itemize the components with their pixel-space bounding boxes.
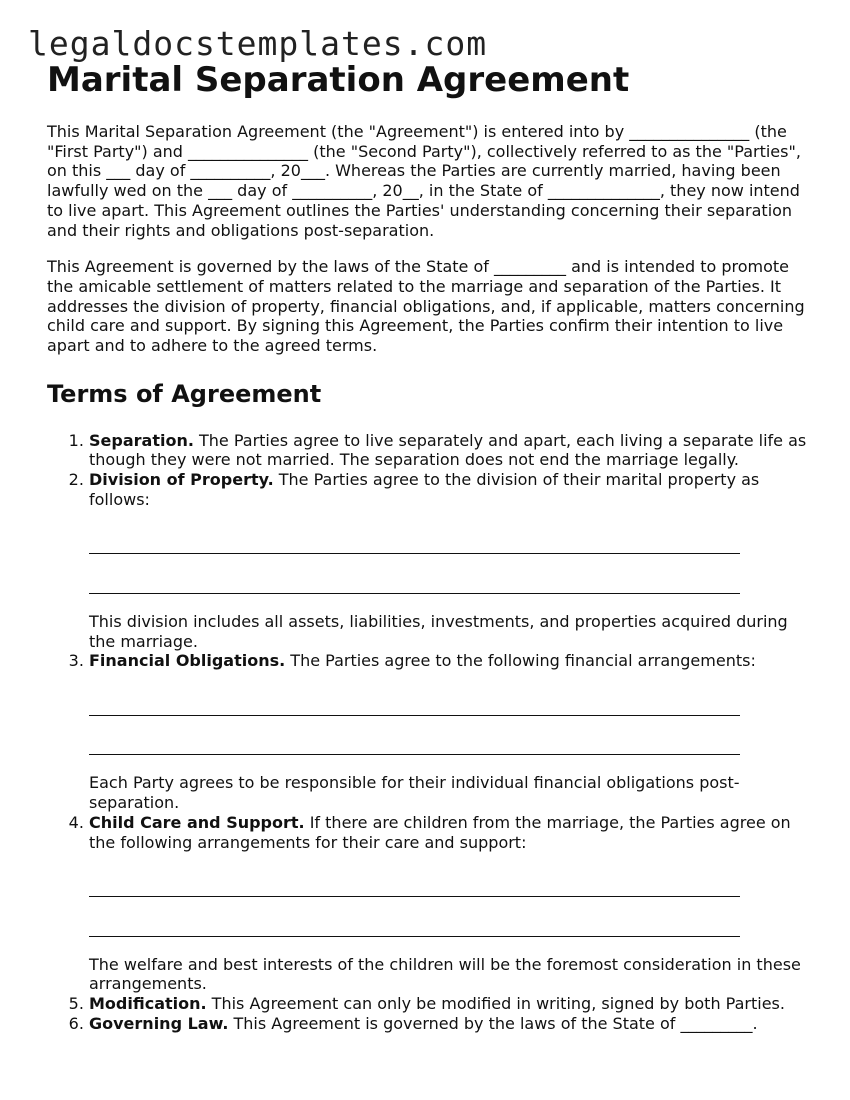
page-title: Marital Separation Agreement	[47, 60, 630, 100]
term-separation	[89, 431, 807, 470]
fill-in-line[interactable]	[89, 736, 740, 756]
term-modification	[89, 994, 807, 1014]
document-body	[47, 122, 807, 1033]
term-division-of-property	[89, 470, 807, 651]
term-note: Each Party agrees to be responsible for their individual financial obligations post-separation.	[89, 773, 740, 813]
term-note: This division includes all assets, liabilities, investments, and properties acquired during the marriage.	[89, 611, 788, 651]
terms-list	[47, 431, 807, 1034]
term-text: The Parties agree to the division of their marital property as follows:	[89, 470, 760, 509]
term-title: Separation.	[89, 430, 194, 450]
term-title: Child Care and Support.	[89, 812, 305, 832]
term-title: Governing Law.	[89, 1013, 229, 1033]
term-text: The Parties agree to the following financial arrangements:	[285, 651, 756, 671]
intro-paragraph-2: This Agreement is governed by the laws of the State of _________ and is intended to promote the amicable settlement of matters related to the marriage and separation of the Parties. It addresses the division of property, financial obligations, and, if applicable, matters concerning child care and support. By signing this Agreement, the Parties confirm their intention to live apart and to adhere to the agreed terms.	[47, 257, 805, 356]
term-text: If there are children from the marriage, the Parties agree on the following arrangements for their care and support:	[89, 812, 791, 852]
watermark-text: legaldocstemplates.com	[28, 24, 488, 63]
section-heading-terms: Terms of Agreement	[47, 379, 322, 408]
fill-in-line[interactable]	[89, 917, 740, 937]
term-title: Financial Obligations.	[89, 651, 286, 671]
term-text: This Agreement can only be modified in writing, signed by both Parties.	[206, 994, 785, 1013]
term-child-care-and-support	[89, 813, 807, 994]
term-note: The welfare and best interests of the children will be the foremost consideration in these arrangements.	[89, 954, 801, 994]
fill-in-line[interactable]	[89, 574, 740, 594]
fill-in-line[interactable]	[89, 696, 740, 716]
term-text: This Agreement is governed by the laws of the State of _________.	[228, 1013, 758, 1033]
fill-in-line[interactable]	[89, 877, 740, 897]
term-title: Modification.	[89, 994, 207, 1013]
term-text: The Parties agree to live separately and apart, each living a separate life as though they were not married. The separation does not end the marriage legally.	[89, 430, 807, 470]
intro-paragraph-1: This Marital Separation Agreement (the "Agreement") is entered into by _______________ (the "First Party") and _______________ (the "Second Party"), collectively referred to as the "Parties", on this ___ day of __________, 20___. Whereas the Parties are currently married, having been lawfully wed on the ___ day of __________, 20__, in the State of ______________, they now intend to live apart. This Agreement outlines the Parties' understanding concerning their separation and their rights and obligations post-separation.	[47, 122, 801, 240]
term-financial-obligations	[89, 651, 807, 812]
fill-in-line[interactable]	[89, 535, 740, 555]
term-title: Division of Property.	[89, 470, 274, 490]
term-governing-law	[89, 1014, 807, 1034]
